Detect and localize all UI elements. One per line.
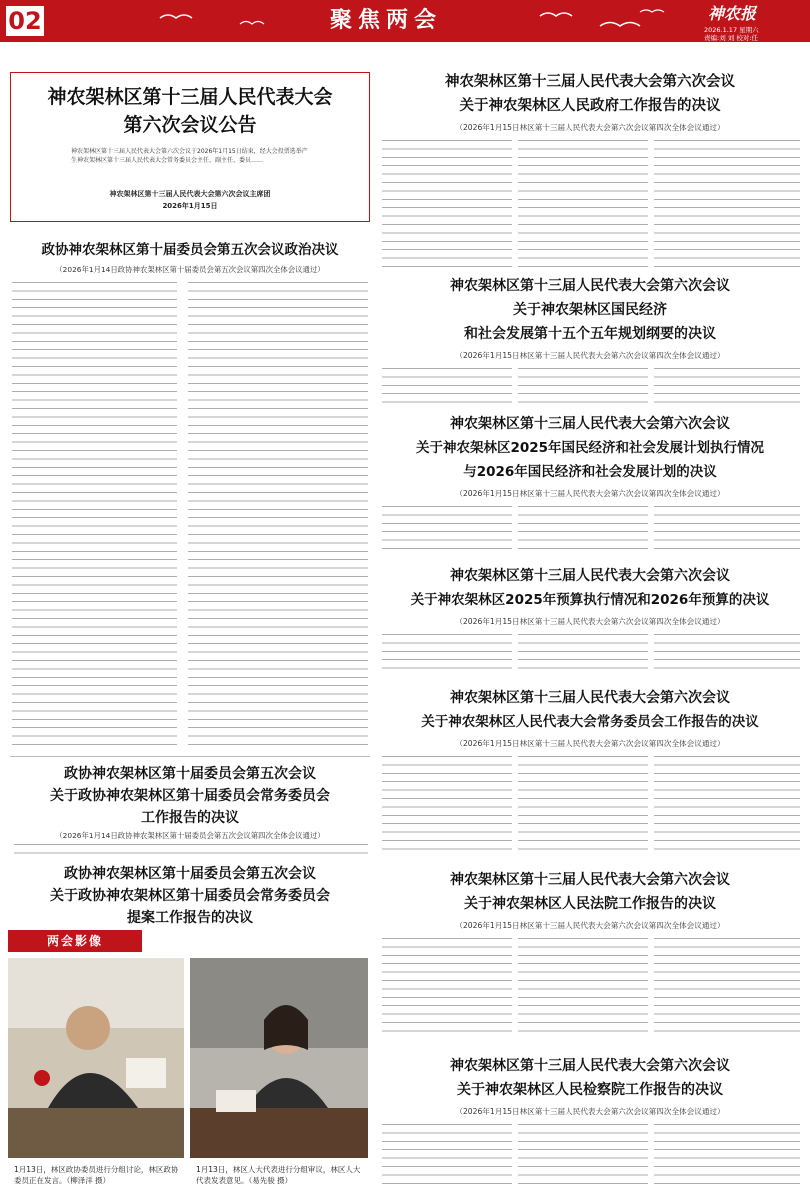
page-number: 02 [6,6,44,36]
right-article-2-body-col2 [518,368,648,406]
right-article-5-body-col1 [382,756,512,852]
logo-name: 神农报 [708,4,757,23]
right-article-7-title-line2: 关于神农架林区人民检察院工作报告的决议 [457,1082,723,1098]
left-article-2-body [14,844,368,860]
right-article-2-subtitle: （2026年1月15日林区第十三届人民代表大会第六次会议第四次全体会议通过） [455,351,725,360]
right-article-1-body-col3 [654,140,800,272]
right-article-2-title-line1: 神农架林区第十三届人民代表大会第六次会议 [450,278,730,294]
left-article-3-title-line3: 提案工作报告的决议 [127,910,253,926]
divider [10,756,370,757]
left-article-2-title-line1: 政协神农架林区第十届委员会第五次会议 [64,766,316,782]
right-article-7-body-col1 [382,1124,512,1184]
right-article-5-body-col2 [518,756,648,852]
right-article-7-body-col2 [518,1124,648,1184]
notice-title-line2: 第六次会议公告 [123,114,257,136]
right-article-6-body-col3 [654,938,800,1038]
right-article-4-body-col2 [518,634,648,674]
right-article-1-body-col2 [518,140,648,272]
right-article-3-title-line1: 神农架林区第十三届人民代表大会第六次会议 [450,416,730,432]
right-article-6-title-line1: 神农架林区第十三届人民代表大会第六次会议 [450,872,730,888]
right-article-5-subtitle: （2026年1月15日林区第十三届人民代表大会第六次会议第四次全体会议通过） [455,739,725,748]
left-article-2-title-line2: 关于政协神农架林区第十届委员会常务委员会 [50,788,330,804]
right-article-4-subtitle: （2026年1月15日林区第十三届人民代表大会第六次会议第四次全体会议通过） [455,617,725,626]
photo-section-heading: 两会影像 [8,930,142,952]
right-article-1-body-col1 [382,140,512,272]
right-article-7-subtitle: （2026年1月15日林区第十三届人民代表大会第六次会议第四次全体会议通过） [455,1107,725,1116]
right-article-1-title-line2: 关于神农架林区人民政府工作报告的决议 [459,98,721,114]
right-article-7-body-col3 [654,1124,800,1184]
right-article-4-title-line1: 神农架林区第十三届人民代表大会第六次会议 [450,568,730,584]
right-article-3-body-col1 [382,506,512,556]
right-article-5-title-line2: 关于神农架林区人民代表大会常务委员会工作报告的决议 [421,714,759,730]
right-article-3-title-line3: 与2026年国民经济和社会发展计划的决议 [463,464,717,480]
right-article-4-title-line2: 关于神农架林区2025年预算执行情况和2026年预算的决议 [410,592,770,608]
right-article-5-body-col3 [654,756,800,852]
newspaper-logo [700,2,806,40]
left-article-1-title: 政协神农架林区第十届委员会第五次会议政治决议 [41,242,339,258]
left-article-1-body-col1 [12,282,177,750]
right-article-7-title-line1: 神农架林区第十三届人民代表大会第六次会议 [450,1058,730,1074]
left-article-2-title-line3: 工作报告的决议 [141,810,239,826]
editor-line: 责编:刘 刘 校对:任 [704,34,759,42]
right-article-3-title-line2: 关于神农架林区2025年国民经济和社会发展计划执行情况 [415,440,765,456]
logo-meta [704,26,759,42]
photo-npc-deputy [190,958,368,1158]
right-article-1-title-line1: 神农架林区第十三届人民代表大会第六次会议 [445,74,735,90]
right-article-6-body-col2 [518,938,648,1038]
right-article-2-title-line3: 和社会发展第十五个五年规划纲要的决议 [464,326,716,342]
left-article-3-title-line1: 政协神农架林区第十届委员会第五次会议 [64,866,316,882]
right-article-4-body-col3 [654,634,800,674]
left-article-1-body-col2 [188,282,368,750]
notice-body: 神农架林区第十三届人民代表大会第六次会议于2026年1月15日结束，经大会投票选举产生神农架林区第十三届人民代表大会常务委员会主任、副主任、委员…… [71,148,308,164]
right-article-1-subtitle: （2026年1月15日林区第十三届人民代表大会第六次会议第四次全体会议通过） [455,123,725,132]
right-article-5-title-line1: 神农架林区第十三届人民代表大会第六次会议 [450,690,730,706]
right-article-6-body-col1 [382,938,512,1038]
right-article-2-body-col1 [382,368,512,406]
notice-issuer: 神农架林区第十三届人民代表大会第六次会议主席团 [109,190,271,198]
right-article-3-body-col3 [654,506,800,556]
right-article-2-body-col3 [654,368,800,406]
right-article-6-title-line2: 关于神农架林区人民法院工作报告的决议 [464,896,716,912]
notice-date: 2026年1月15日 [162,202,218,210]
right-article-3-body-col2 [518,506,648,556]
section-title: 聚焦两会 [330,8,443,33]
left-article-3-title-line2: 关于政协神农架林区第十届委员会常务委员会 [50,888,330,904]
left-article-2-subtitle: （2026年1月14日政协神农架林区第十届委员会第五次会议第四次全体会议通过） [55,831,325,840]
page-header [0,0,810,42]
photo-caption-1: 1月13日，林区政协委员进行分组讨论，林区政协委员正在发言。（柳泽洋 摄） [14,1165,179,1185]
right-article-4-body-col1 [382,634,512,674]
left-article-1-subtitle: （2026年1月14日政协神农架林区第十届委员会第五次会议第四次全体会议通过） [55,265,325,274]
congress-notice [10,72,370,222]
right-article-3-subtitle: （2026年1月15日林区第十三届人民代表大会第六次会议第四次全体会议通过） [455,489,725,498]
right-article-6-subtitle: （2026年1月15日林区第十三届人民代表大会第六次会议第四次全体会议通过） [455,921,725,930]
right-article-2-title-line2: 关于神农架林区国民经济 [513,302,667,318]
notice-title-line1: 神农架林区第十三届人民代表大会 [47,86,333,108]
photo-caption-2: 1月13日，林区人大代表进行分组审议，林区人大代表发表意见。（易先骏 摄） [196,1165,361,1185]
issue-date: 2026.1.17 星期六 [704,26,759,34]
photo-cppcc-discussion [8,958,184,1158]
